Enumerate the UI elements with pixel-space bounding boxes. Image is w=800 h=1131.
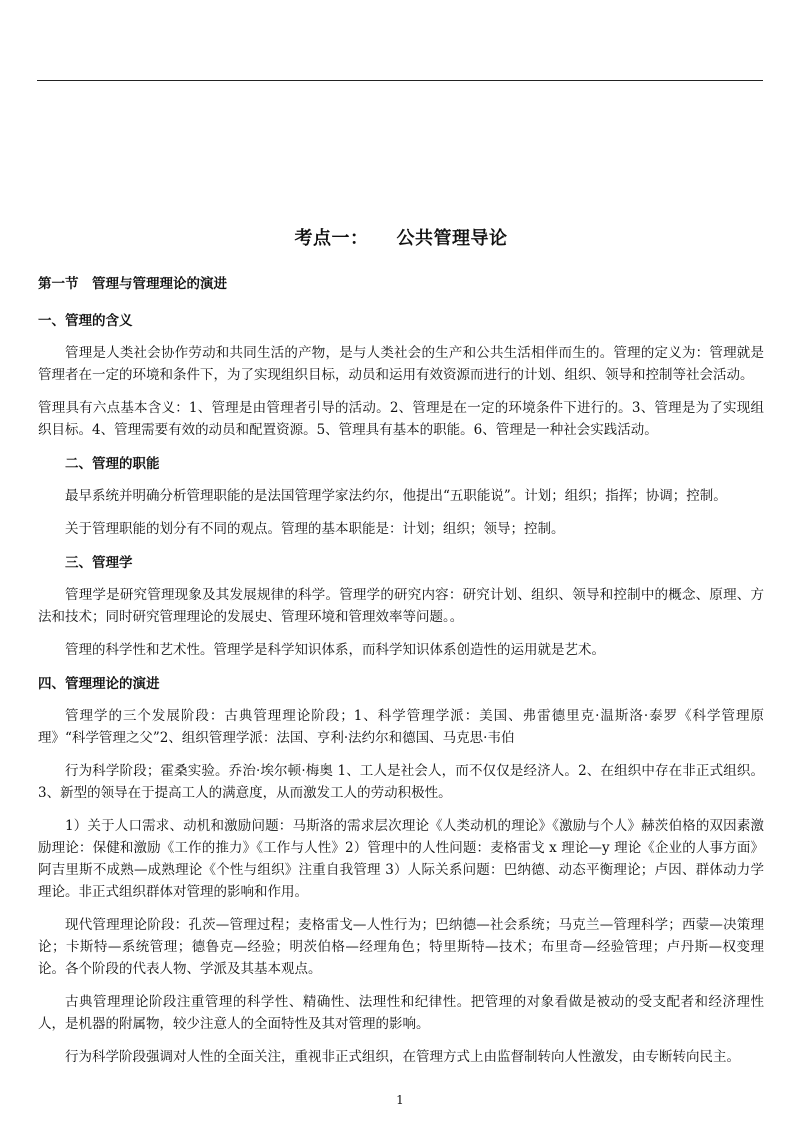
page-title <box>38 224 764 250</box>
paragraph-research-content: 管理学是研究管理现象及其发展规律的科学。管理学的研究内容：研究计划、组织、领导和控制中的概念、原理、方法和技术；同时研究管理理论的发展史、管理环境和管理效率等问题。。 <box>38 587 764 625</box>
header-rule <box>37 80 763 81</box>
document-body <box>38 224 764 1079</box>
paragraph-definition: 管理是人类社会协作劳动和共同生活的产物，是与人类社会的生产和公共生活相伴而生的。管理的定义为：管理就是管理者在一定的环境和条件下，为了实现组织目标，动员和运用有效资源而进行的计划、组织、领导和控制等社会活动。 <box>38 345 764 383</box>
paragraph-basic-functions: 关于管理职能的划分有不同的观点。管理的基本职能是：计划；组织；领导；控制。 <box>65 521 565 537</box>
paragraph-classical-focus: 古典管理理论阶段注重管理的科学性、精确性、法理性和纪律性。把管理的对象看做是被动的受支配者和经济理性人，是机器的附属物，较少注意人的全面特性及其对管理的影响。 <box>38 994 764 1032</box>
paragraph-three-stages: 管理学的三个发展阶段：古典管理理论阶段；1、科学管理学派：美国、弗雷德里克·温斯洛·泰罗《科学管理原理》“科学管理之父”2、组织管理学派：法国、亨利·法约尔和德国、马克思·韦伯 <box>38 708 764 746</box>
heading-management-science: 三、管理学 <box>65 555 133 571</box>
paragraph-six-points: 管理具有六点基本含义：1、管理是由管理者引导的活动。2、管理是在一定的环境条件下进行的。3、管理是为了实现组织目标。4、管理需要有效的动员和配置资源。5、管理具有基本的职能。6、管理是一种社会实践活动。 <box>38 400 764 438</box>
paragraph-modern: 现代管理理论阶段：孔茨—管理过程；麦格雷戈—人性行为；巴纳德—社会系统；马克兰—管理科学；西蒙—决策理论；卡斯特—系统管理；德鲁克—经验；明茨伯格—经理角色；特里斯特—技术；布里奇—经验管理；卢丹斯—权变理论。各个阶段的代表人物、学派及其基本观点。 <box>38 917 764 977</box>
paragraph-behavioral: 行为科学阶段；霍桑实验。乔治·埃尔顿·梅奥 1、工人是社会人，而不仅仅是经济人。2、在组织中存在非正式组织。3、新型的领导在于提高工人的满意度，从而激发工人的劳动积极性。 <box>38 763 764 801</box>
title-prefix: 考点一： <box>294 228 369 249</box>
heading-evolution: 四、管理理论的演进 <box>38 676 160 692</box>
section-heading: 第一节 管理与管理理论的演进 <box>38 276 227 292</box>
paragraph-science-art: 管理的科学性和艺术性。管理学是科学知识体系，而科学知识体系创造性的运用就是艺术。 <box>65 642 605 658</box>
heading-meaning: 一、管理的含义 <box>38 313 133 329</box>
paragraph-motivation: 1）关于人口需求、动机和激励问题：马斯洛的需求层次理论《人类动机的理论》《激励与个人》赫茨伯格的双因素激励理论：保健和激励《工作的推力》《工作与人性》2）管理中的人性问题：麦格雷戈 x 理论—y 理论《企业的人事方面》阿吉里斯不成熟—成熟理论《个性与组织》注重自我管理 3）人际关系问题：巴纳德、动态平衡理论；卢因、群体动力学理论。非正式组织群体对管理的影响和作用。 <box>38 818 764 900</box>
paragraph-behavioral-focus: 行为科学阶段强调对人性的全面关注，重视非正式组织，在管理方式上由监督制转向人性激发，由专断转向民主。 <box>65 1049 740 1065</box>
paragraph-fayol: 最早系统并明确分析管理职能的是法国管理学家法约尔，他提出“五职能说”。计划；组织；指挥；协调；控制。 <box>65 488 727 504</box>
heading-functions: 二、管理的职能 <box>65 456 160 472</box>
title-main: 公共管理导论 <box>396 228 508 249</box>
page-number: 1 <box>396 1093 404 1107</box>
